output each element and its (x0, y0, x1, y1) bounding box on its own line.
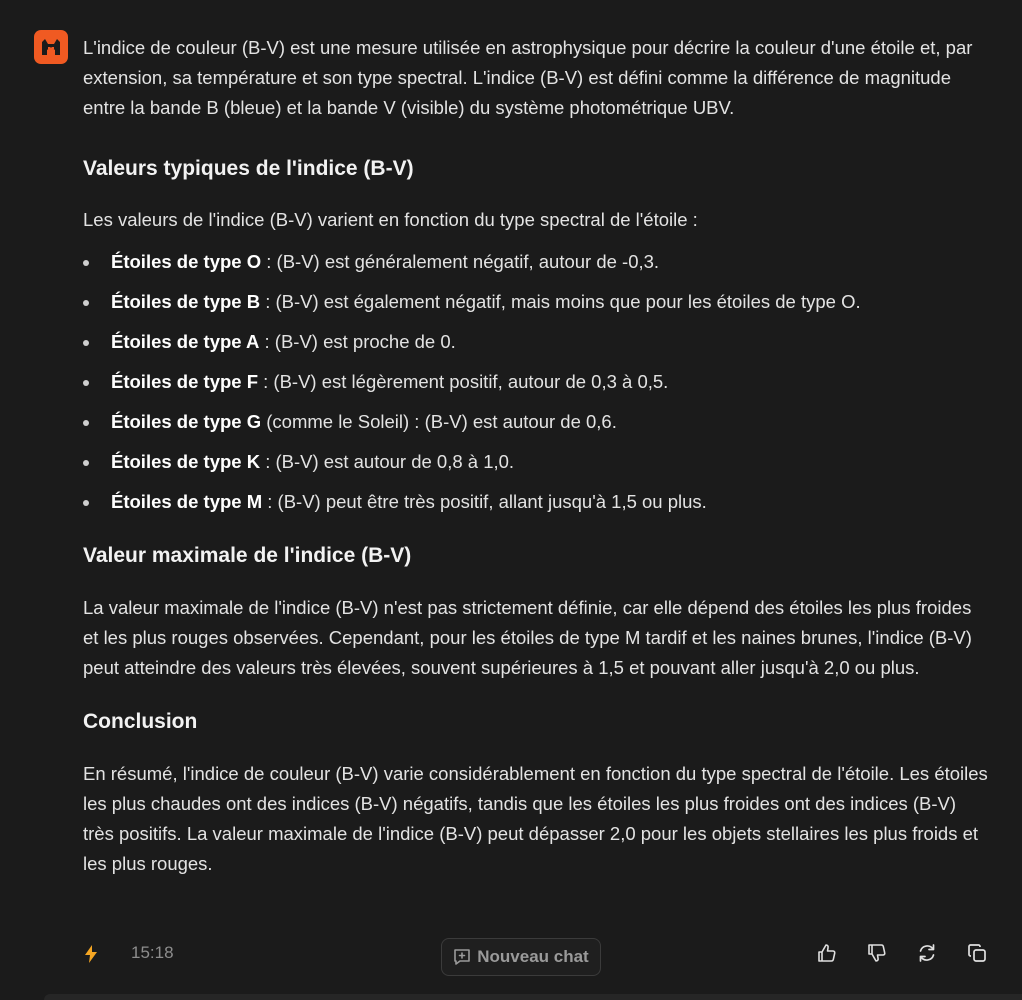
list-item-bold: Étoiles de type A (111, 331, 260, 352)
list-item-bold: Étoiles de type F (111, 371, 259, 392)
list-item-text: : (B-V) est autour de 0,8 à 1,0. (260, 451, 515, 472)
list-item-text: (comme le Soleil) : (B-V) est autour de 0,6. (261, 411, 617, 432)
message-actions (815, 941, 989, 965)
list-item-text: : (B-V) est proche de 0. (259, 331, 456, 352)
message-footer (83, 938, 989, 980)
section-text-max: La valeur maximale de l'indice (B-V) n'est pas strictement définie, car elle dépend des étoiles les plus froides et les plus rouges observées. Cependant, pour les étoiles de type M tardif et les naines brunes, l'indice (B-V) peut atteindre des valeurs très élevées, souvent supérieures à 1,5 et pouvant aller jusqu'à 2,0 ou plus. (83, 597, 972, 678)
list-item-bold: Étoiles de type G (111, 411, 262, 432)
assistant-avatar (34, 30, 68, 64)
list-item (83, 367, 989, 397)
list-item-bold: Étoiles de type O (111, 251, 262, 272)
list-item (83, 327, 989, 357)
section-text-typical: Les valeurs de l'indice (B-V) varient en fonction du type spectral de l'étoile : (83, 209, 698, 230)
new-chat-label: Nouveau chat (477, 947, 589, 966)
cat-logo-icon (40, 38, 62, 56)
list-item-text: : (B-V) est généralement négatif, autour de -0,3. (261, 251, 660, 272)
list-item-text: : (B-V) est légèrement positif, autour de 0,3 à 0,5. (258, 371, 669, 392)
thumbs-down-icon[interactable] (865, 941, 889, 965)
intro-paragraph: L'indice de couleur (B-V) est une mesure utilisée en astrophysique pour décrire la couleur d'une étoile et, par extension, sa température et son type spectral. L'indice (B-V) est défini comme la différence de magnitude entre la bande B (bleue) et la bande V (visible) du système photométrique UBV. (83, 37, 973, 118)
list-item-text: : (B-V) peut être très positif, allant jusqu'à 1,5 ou plus. (262, 491, 707, 512)
new-chat-button[interactable] (441, 938, 601, 976)
list-item-text: : (B-V) est également négatif, mais moins que pour les étoiles de type O. (260, 291, 861, 312)
list-item (83, 287, 989, 317)
list-item-bold: Étoiles de type B (111, 291, 261, 312)
star-types-list (83, 247, 989, 517)
refresh-icon[interactable] (915, 941, 939, 965)
lightning-icon (83, 944, 99, 969)
list-item-bold: Étoiles de type K (111, 451, 261, 472)
message-timestamp: 15:18 (131, 943, 174, 962)
section-heading-conclusion: Conclusion (83, 710, 198, 733)
section-text-conclusion: En résumé, l'indice de couleur (B-V) varie considérablement en fonction du type spectral de l'étoile. Les étoiles les plus chaudes ont des indices (B-V) négatifs, tandis que les étoiles les plus froides ont des indices (B-V) très positifs. La valeur maximale de l'indice (B-V) peut dépasser 2,0 pour les objets stellaires les plus froids et les plus rouges. (83, 763, 988, 874)
new-chat-icon (453, 948, 471, 966)
list-item (83, 487, 989, 517)
copy-icon[interactable] (965, 941, 989, 965)
list-item (83, 407, 989, 437)
section-heading-typical: Valeurs typiques de l'indice (B-V) (83, 157, 414, 180)
list-item (83, 247, 989, 277)
composer-edge (44, 994, 1022, 1000)
list-item-bold: Étoiles de type M (111, 491, 263, 512)
section-heading-max: Valeur maximale de l'indice (B-V) (83, 544, 412, 567)
list-item (83, 447, 989, 477)
assistant-message (83, 33, 989, 879)
thumbs-up-icon[interactable] (815, 941, 839, 965)
